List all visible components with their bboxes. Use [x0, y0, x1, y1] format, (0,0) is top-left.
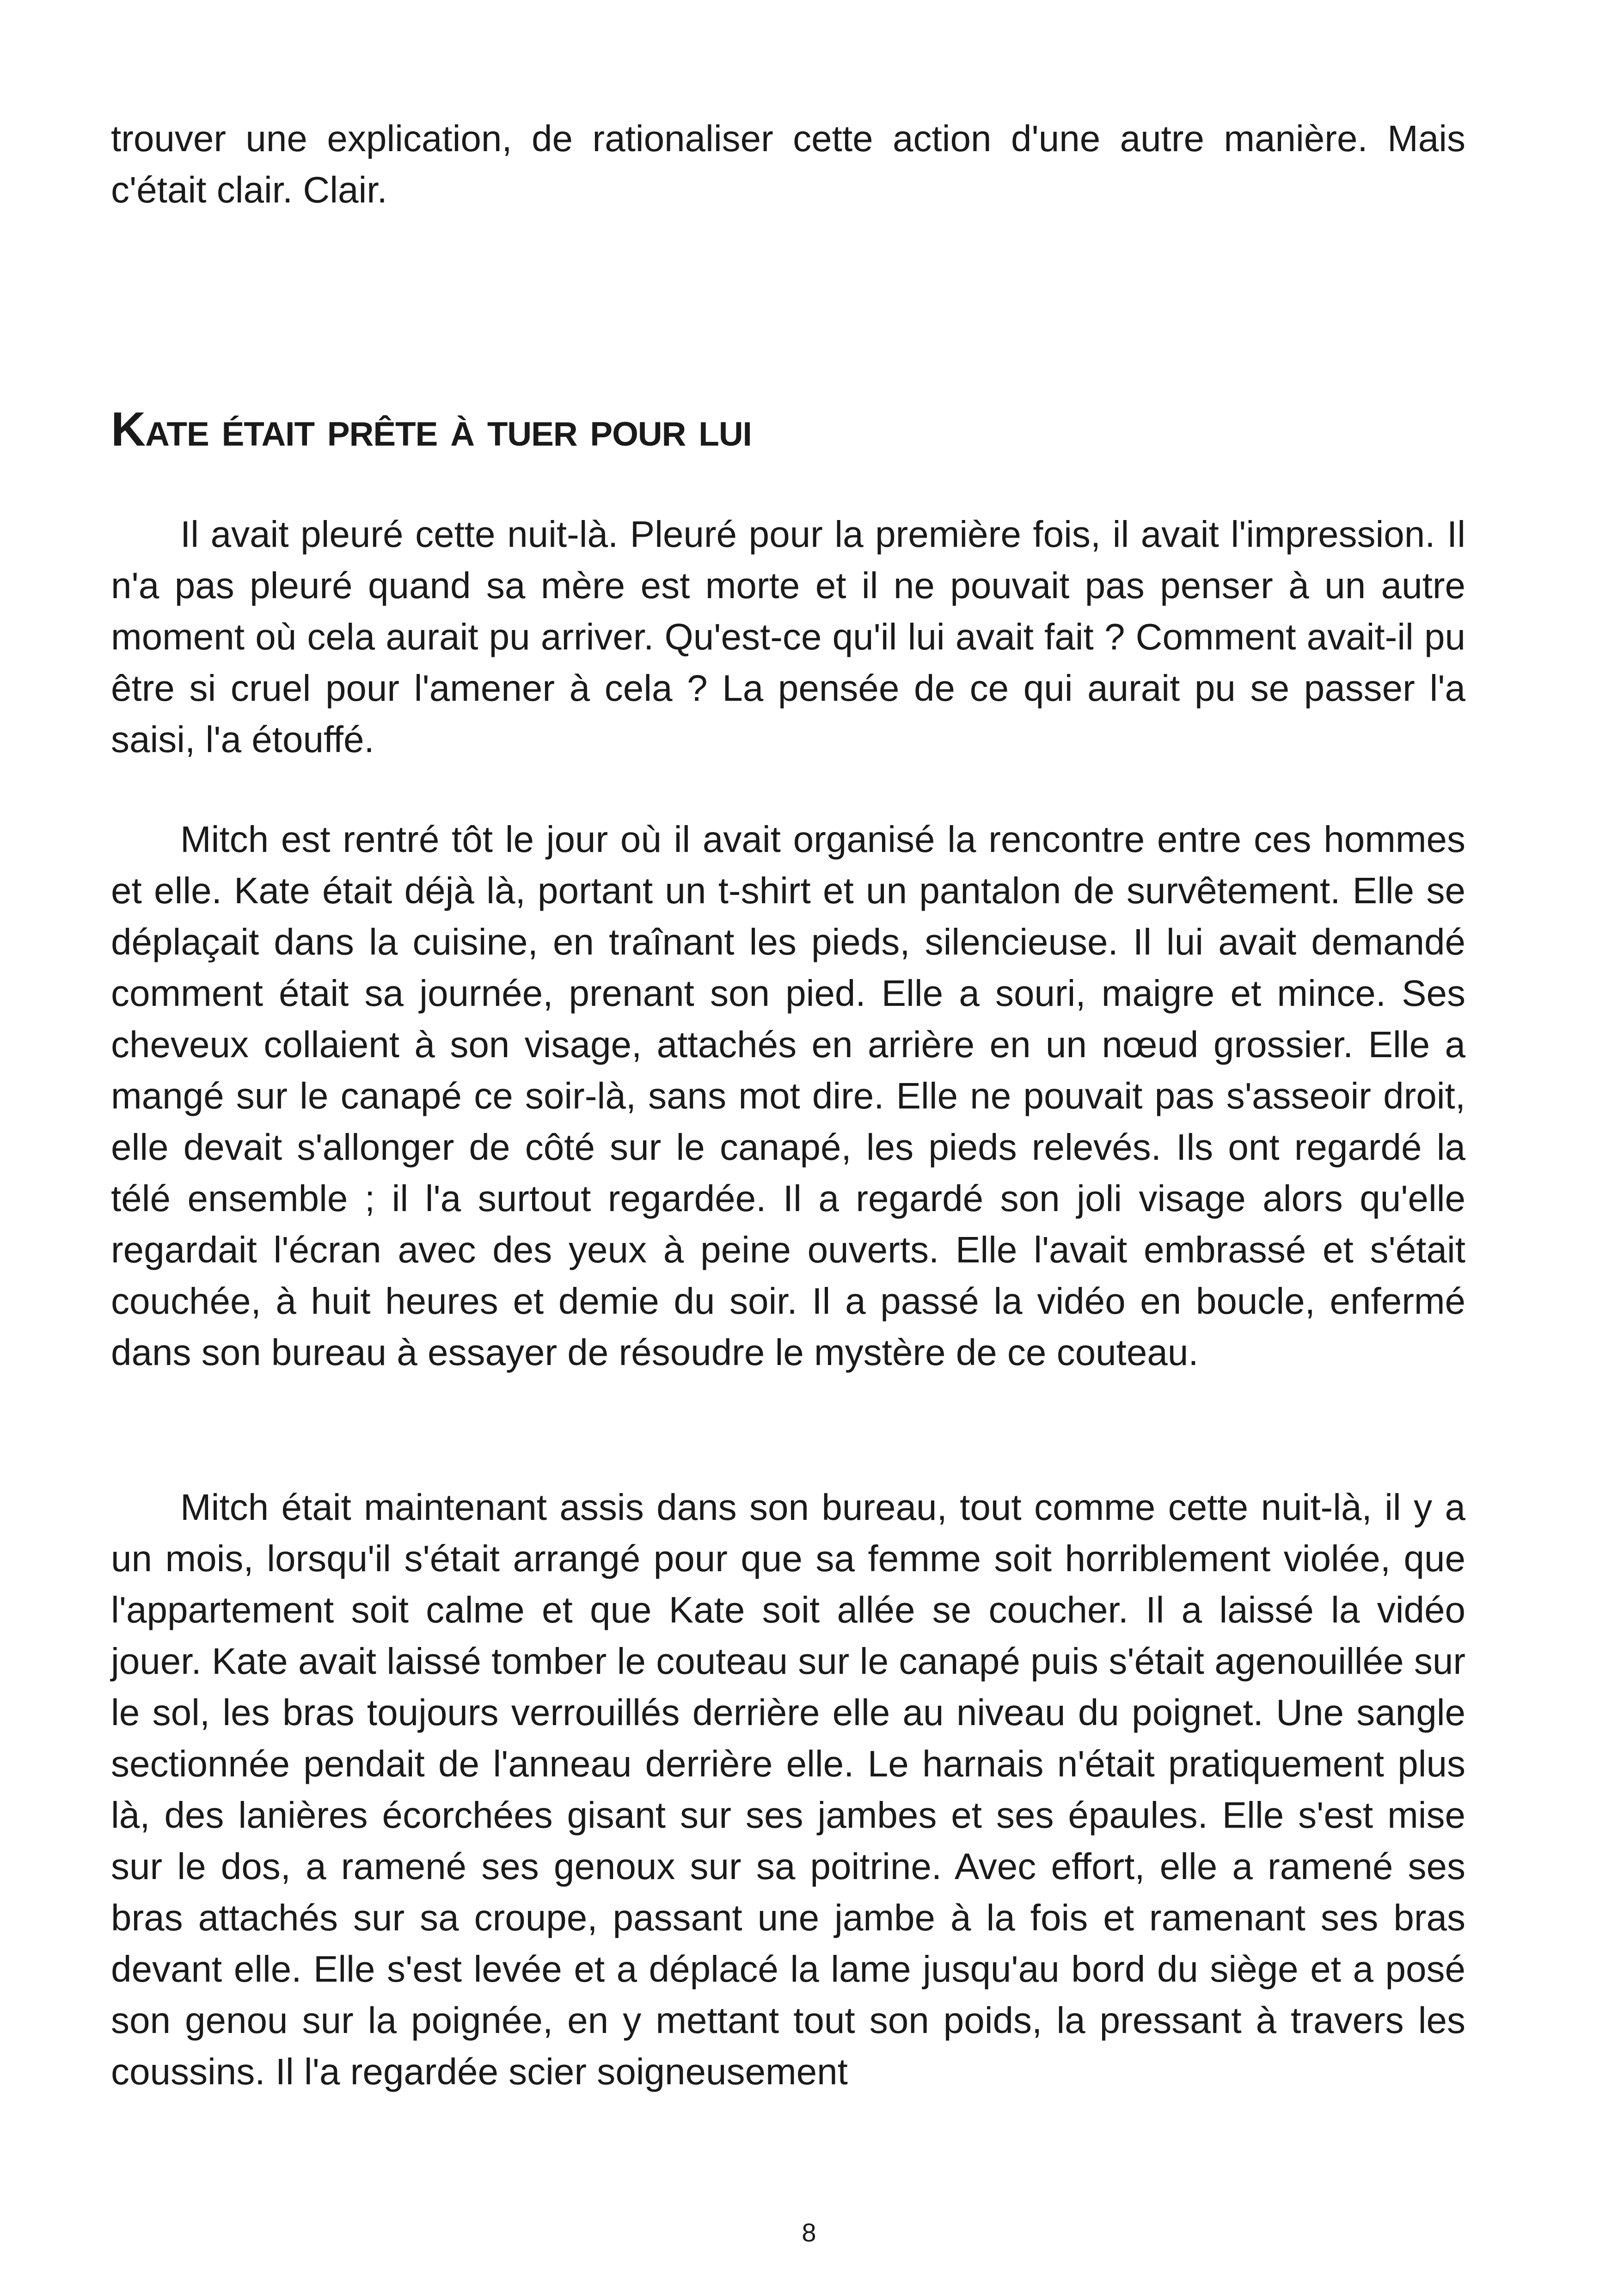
body-paragraph-1 — [111, 508, 1465, 765]
body-paragraph-3 — [111, 1482, 1465, 2097]
chapter-title: Kate était prête à tuer pour lui — [111, 403, 752, 456]
paragraph-text: Mitch est rentré tôt le jour où il avait organisé la rencontre entre ces hommes et elle. Kate était déjà là, portant un t-shirt et un pantalon de survêtement. Elle se déplaçait dans la cuisine, en traînant les pieds, silencieuse. Il lui avait demandé comment était sa journée, prenant son pied. Elle a souri, maigre et mince. Ses cheveux collaient à son visage, attachés en arrière en un nœud grossier. Elle a mangé sur le canapé ce soir-là, sans mot dire. Elle ne pouvait pas s'asseoir droit, elle devait s'allonger de côté sur le canapé, les pieds relevés. Ils ont regardé la télé ensemble ; il l'a surtout regardée. Il a regardé son joli visage alors qu'elle regardait l'écran avec des yeux à peine ouverts. Elle l'avait embrassé et s'était couchée, à huit heures et demie du soir. Il a passé la vidéo en boucle, enfermé dans son bureau à essayer de résoudre le mystère de ce couteau. — [111, 819, 1465, 1373]
intro-text: trouver une explication, de rationaliser cette action d'une autre manière. Mais c'était clair. Clair. — [111, 118, 1465, 210]
paragraph-text: Il avait pleuré cette nuit-là. Pleuré pour la première fois, il avait l'impression. Il n'a pas pleuré quand sa mère est morte et il ne pouvait pas penser à un autre moment où cela aurait pu arriver. Qu'est-ce qu'il lui avait fait ? Comment avait-il pu être si cruel pour l'amener à cela ? La pensée de ce qui aurait pu se passer l'a saisi, l'a étouffé. — [111, 514, 1465, 760]
body-paragraph-2 — [111, 814, 1465, 1378]
intro-paragraph — [111, 113, 1465, 215]
page-number: 8 — [802, 2218, 816, 2247]
paragraph-text: Mitch était maintenant assis dans son bureau, tout comme cette nuit-là, il y a un mois, lorsqu'il s'était arrangé pour que sa femme soit horriblement violée, que l'appartement soit calme et que Kate soit allée se coucher. Il a laissé la vidéo jouer. Kate avait laissé tomber le couteau sur le canapé puis s'était agenouillée sur le sol, les bras toujours verrouillés derrière elle au niveau du poignet. Une sangle sectionnée pendait de l'anneau derrière elle. Le harnais n'était pratiquement plus là, des lanières écorchées gisant sur ses jambes et ses épaules. Elle s'est mise sur le dos, a ramené ses genoux sur sa poitrine. Avec effort, elle a ramené ses bras attachés sur sa croupe, passant une jambe à la fois et ramenant ses bras devant elle. Elle s'est levée et a déplacé la lame jusqu'au bord du siège et a posé son genou sur la poignée, en y mettant tout son poids, la pressant à travers les coussins. Il l'a regardée scier soigneusement — [111, 1487, 1465, 2092]
